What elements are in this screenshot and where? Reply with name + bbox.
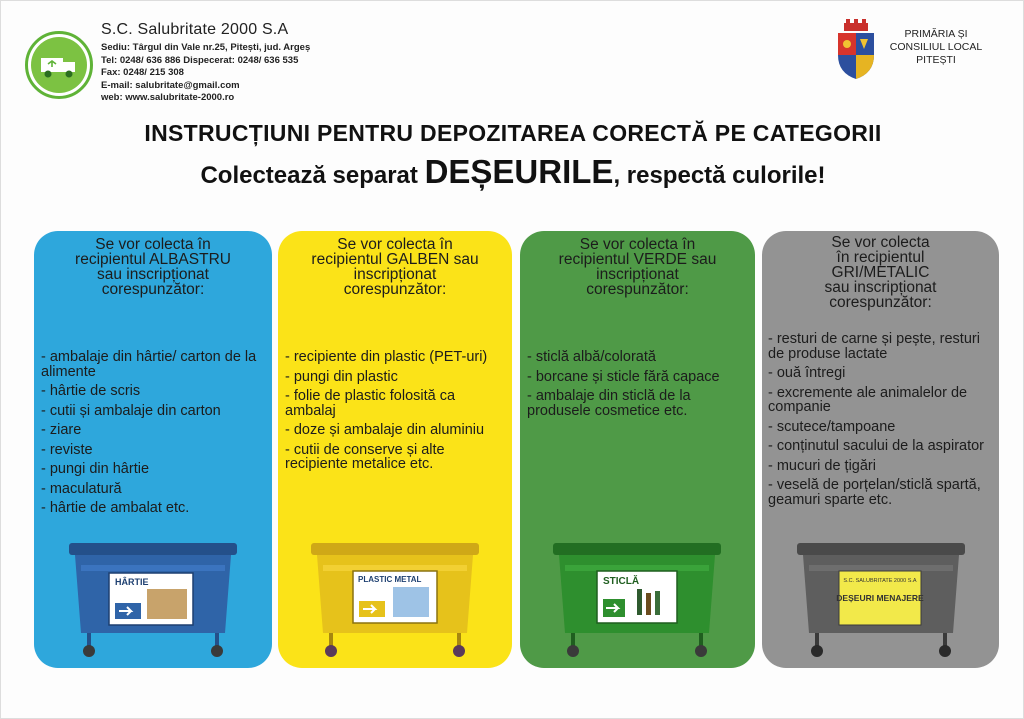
subtitle-end: , respectă culorile!	[613, 162, 826, 189]
heading-line: recipientul VERDE sau	[558, 251, 717, 268]
heading-line: corespunzător:	[829, 294, 932, 311]
panel-yellow-plastic	[278, 231, 512, 668]
heading-line: inscripționat	[596, 266, 679, 283]
panel-heading	[520, 237, 755, 297]
municipality-label	[881, 28, 991, 67]
item-list	[768, 332, 996, 512]
list-item: - folie de plastic folosită ca ambalaj	[285, 388, 456, 419]
subtitle-emphasis: DEȘEURILE	[424, 153, 614, 190]
list-item: - resturi de carne și pește, resturi de produse lactate	[768, 331, 980, 362]
company-web: web: www.salubritate-2000.ro	[101, 92, 235, 104]
yellow-bin-icon	[309, 541, 481, 659]
heading-line: corespunzător:	[343, 281, 447, 298]
list-item: - hârtie de ambalat etc.	[41, 500, 190, 516]
company-info	[101, 21, 310, 105]
company-phone: Tel: 0248/ 636 886 Dispecerat: 0248/ 636 535	[101, 54, 299, 66]
panel-heading	[34, 237, 272, 297]
company-fax: Fax: 0248/ 215 308	[101, 67, 184, 79]
heading-line: Se vor colecta	[831, 234, 930, 251]
list-item: - borcane și sticle fără capace	[527, 368, 720, 385]
truck-icon	[39, 50, 79, 80]
heading-line: GRI/METALIC	[831, 264, 930, 281]
list-item: - recipiente din plastic (PET-uri)	[285, 349, 488, 365]
panel-heading	[278, 237, 512, 297]
heading-line: corespunzător:	[101, 281, 205, 298]
subtitle	[1, 153, 1024, 191]
green-bin-icon	[551, 541, 723, 659]
municipality-line-2: CONSILIUL LOCAL	[889, 41, 983, 53]
heading-line: sau inscripționat	[96, 266, 209, 283]
list-item: - sticlă albă/colorată	[527, 349, 656, 365]
blue-bin-icon	[67, 541, 239, 659]
list-item: - pungi din hârtie	[41, 461, 150, 477]
list-item: - ambalaje din sticlă de la produsele cosmetice etc.	[527, 388, 691, 419]
list-item: - excremente ale animalelor de companie	[768, 384, 968, 415]
company-logo	[25, 31, 93, 99]
list-item: - veselă de porțelan/sticlă spartă, geamuri sparte etc.	[768, 477, 981, 508]
list-item: - ziare	[41, 422, 82, 438]
subtitle-start: Colectează separat	[200, 162, 425, 189]
list-item: - scutece/tampoane	[768, 418, 896, 435]
item-list	[41, 350, 267, 521]
list-item: - reviste	[41, 441, 93, 458]
heading-line: Se vor colecta în	[95, 236, 211, 253]
heading-line: în recipientul	[836, 249, 925, 266]
heading-line: Se vor colecta în	[579, 236, 696, 253]
gray-bin-icon	[795, 541, 967, 659]
main-title: INSTRUCȚIUNI PENTRU DEPOZITAREA CORECTĂ PE CATEGORII	[144, 120, 882, 146]
item-list	[527, 350, 751, 423]
list-item: - ambalaje din hârtie/ carton de la alimente	[41, 349, 257, 380]
city-crest-icon	[836, 19, 876, 81]
list-item: - ouă întregi	[768, 365, 846, 381]
list-item: - conținutul sacului de la aspirator	[768, 438, 985, 454]
list-item: - mucuri de țigări	[768, 457, 876, 474]
bin-label: PLASTIC METAL	[358, 575, 422, 584]
panel-heading	[762, 235, 999, 310]
item-list	[285, 350, 507, 477]
list-item: - pungi din plastic	[285, 368, 398, 385]
company-name: S.C. Salubritate 2000 S.A	[101, 21, 289, 38]
company-email: E-mail: salubritate@gmail.com	[101, 79, 240, 91]
bin-label: HÂRTIE	[115, 577, 149, 587]
list-item: - hârtie de scris	[41, 383, 141, 399]
heading-line: Se vor colecta în	[337, 236, 453, 253]
municipality-line-1: PRIMĂRIA ȘI	[904, 28, 968, 40]
list-item: - cutii de conserve și alte recipiente metalice etc.	[285, 441, 445, 472]
list-item: - doze și ambalaje din aluminiu	[285, 422, 485, 438]
heading-line: corespunzător:	[586, 281, 689, 298]
bin-label: DEȘEURI MENAJERE	[836, 593, 924, 603]
heading-line: recipientul GALBEN sau	[311, 251, 479, 268]
heading-line: sau inscripționat	[824, 279, 937, 296]
panel-green-glass	[520, 231, 755, 668]
municipality-line-3: PITEȘTI	[916, 54, 956, 66]
list-item: - cutii și ambalaje din carton	[41, 402, 221, 419]
list-item: - maculatură	[41, 480, 122, 497]
bin-sublabel: S.C. SALUBRITATE 2000 S.A	[843, 578, 917, 584]
heading-line: inscripționat	[353, 266, 437, 283]
heading-line: recipientul ALBASTRU	[75, 251, 231, 268]
bin-label: STICLĂ	[603, 576, 640, 587]
company-address: Sediu: Târgul din Vale nr.25, Pitești, jud. Argeș	[101, 42, 311, 53]
panel-blue-paper	[34, 231, 272, 668]
panel-gray-household	[762, 231, 999, 668]
